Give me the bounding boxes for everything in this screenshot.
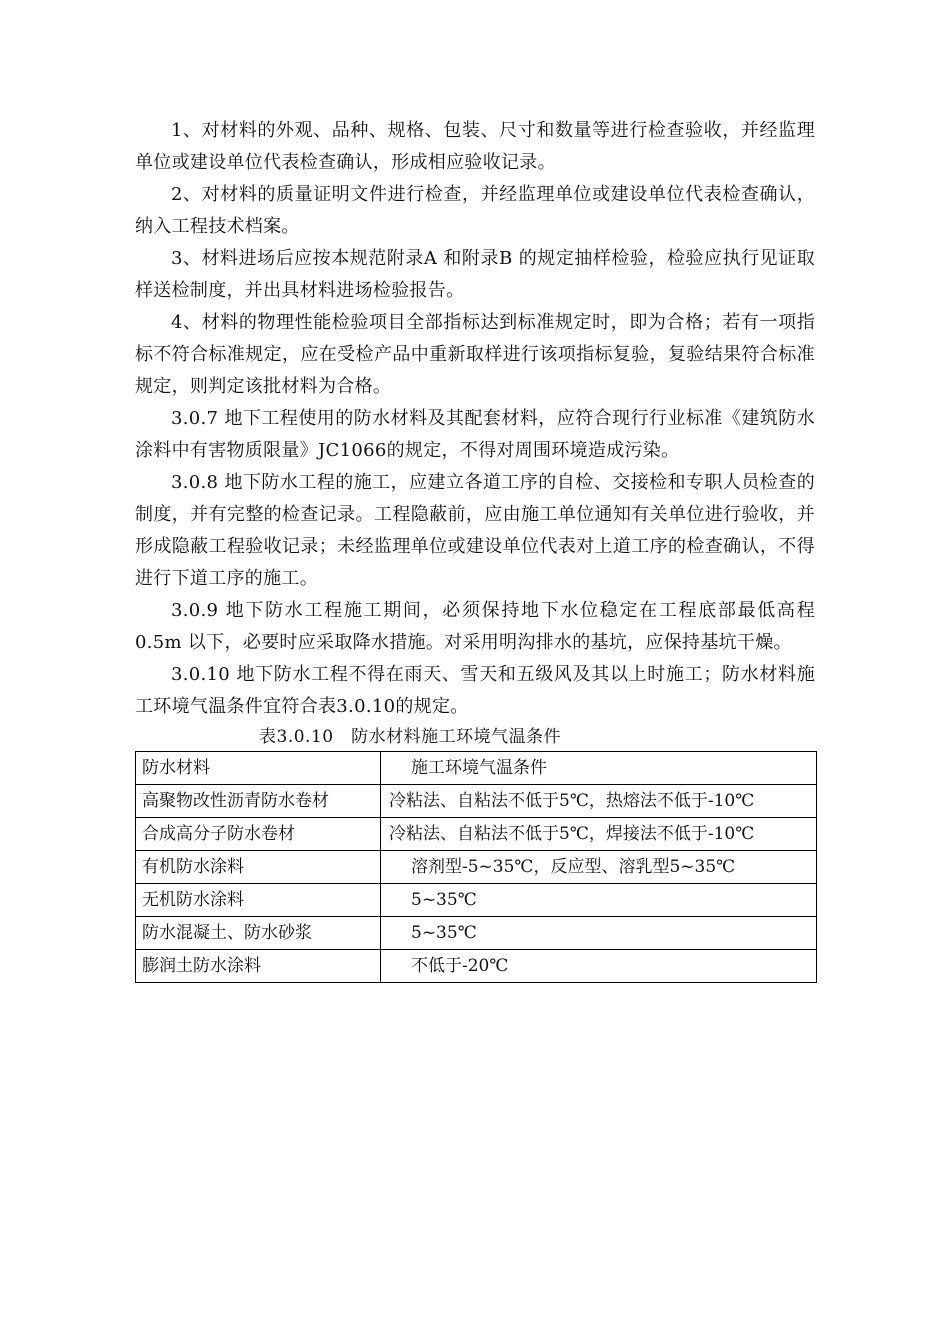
cell-temperature: 冷粘法、自粘法不低于5℃，热熔法不低于-10℃ bbox=[381, 785, 817, 818]
table-row bbox=[136, 950, 817, 983]
header-material: 防水材料 bbox=[136, 752, 381, 785]
clause-3-0-7: 3.0.7 地下工程使用的防水材料及其配套材料，应符合现行行业标准《建筑防水涂料中有害物质限量》JC1066的规定，不得对周围环境造成污染。 bbox=[135, 408, 815, 461]
temperature-table bbox=[135, 751, 817, 983]
cell-material: 无机防水涂料 bbox=[136, 884, 381, 917]
cell-material: 合成高分子防水卷材 bbox=[136, 818, 381, 851]
cell-material: 防水混凝土、防水砂浆 bbox=[136, 917, 381, 950]
cell-temperature: 溶剂型-5~35℃，反应型、溶乳型5~35℃ bbox=[381, 851, 817, 884]
cell-temperature: 不低于-20℃ bbox=[381, 950, 817, 983]
header-temperature: 施工环境气温条件 bbox=[381, 752, 817, 785]
clause-3-0-8: 3.0.8 地下防水工程的施工，应建立各道工序的自检、交接检和专职人员检查的制度，并有完整的检查记录。工程隐蔽前，应由施工单位通知有关单位进行验收，并形成隐蔽工程验收记录；未经监理单位或建设单位代表对上道工序的检查确认，不得进行下道工序的施工。 bbox=[135, 472, 815, 589]
table-row bbox=[136, 884, 817, 917]
clause-3-0-10: 3.0.10 地下防水工程不得在雨天、雪天和五级风及其以上时施工；防水材料施工环境气温条件宜符合表3.0.10的规定。 bbox=[135, 664, 815, 717]
table-header-row bbox=[136, 752, 817, 785]
cell-temperature: 5~35℃ bbox=[381, 917, 817, 950]
cell-temperature: 冷粘法、自粘法不低于5℃，焊接法不低于-10℃ bbox=[381, 818, 817, 851]
table-row bbox=[136, 917, 817, 950]
cell-material: 有机防水涂料 bbox=[136, 851, 381, 884]
table-row bbox=[136, 851, 817, 884]
clause-3-0-9: 3.0.9 地下防水工程施工期间，必须保持地下水位稳定在工程底部最低高程0.5m 以下，必要时应采取降水措施。对采用明沟排水的基坑，应保持基坑干燥。 bbox=[135, 600, 815, 653]
paragraph-2: 2、对材料的质量证明文件进行检查，并经监理单位或建设单位代表检查确认，纳入工程技术档案。 bbox=[135, 184, 815, 237]
table-row bbox=[136, 818, 817, 851]
paragraph-4: 4、材料的物理性能检验项目全部指标达到标准规定时，即为合格；若有一项指标不符合标准规定，应在受检产品中重新取样进行该项指标复验，复验结果符合标准规定，则判定该批材料为合格。 bbox=[135, 312, 815, 397]
cell-material: 膨润土防水涂料 bbox=[136, 950, 381, 983]
document-body bbox=[135, 115, 815, 983]
paragraph-3: 3、材料进场后应按本规范附录A 和附录B 的规定抽样检验，检验应执行见证取样送检制度，并出具材料进场检验报告。 bbox=[135, 248, 815, 301]
paragraph-1: 1、对材料的外观、品种、规格、包装、尺寸和数量等进行检查验收，并经监理单位或建设单位代表检查确认，形成相应验收记录。 bbox=[135, 120, 815, 173]
cell-temperature: 5~35℃ bbox=[381, 884, 817, 917]
table-caption: 表3.0.10 防水材料施工环境气温条件 bbox=[259, 727, 562, 747]
cell-material: 高聚物改性沥青防水卷材 bbox=[136, 785, 381, 818]
table-row bbox=[136, 785, 817, 818]
